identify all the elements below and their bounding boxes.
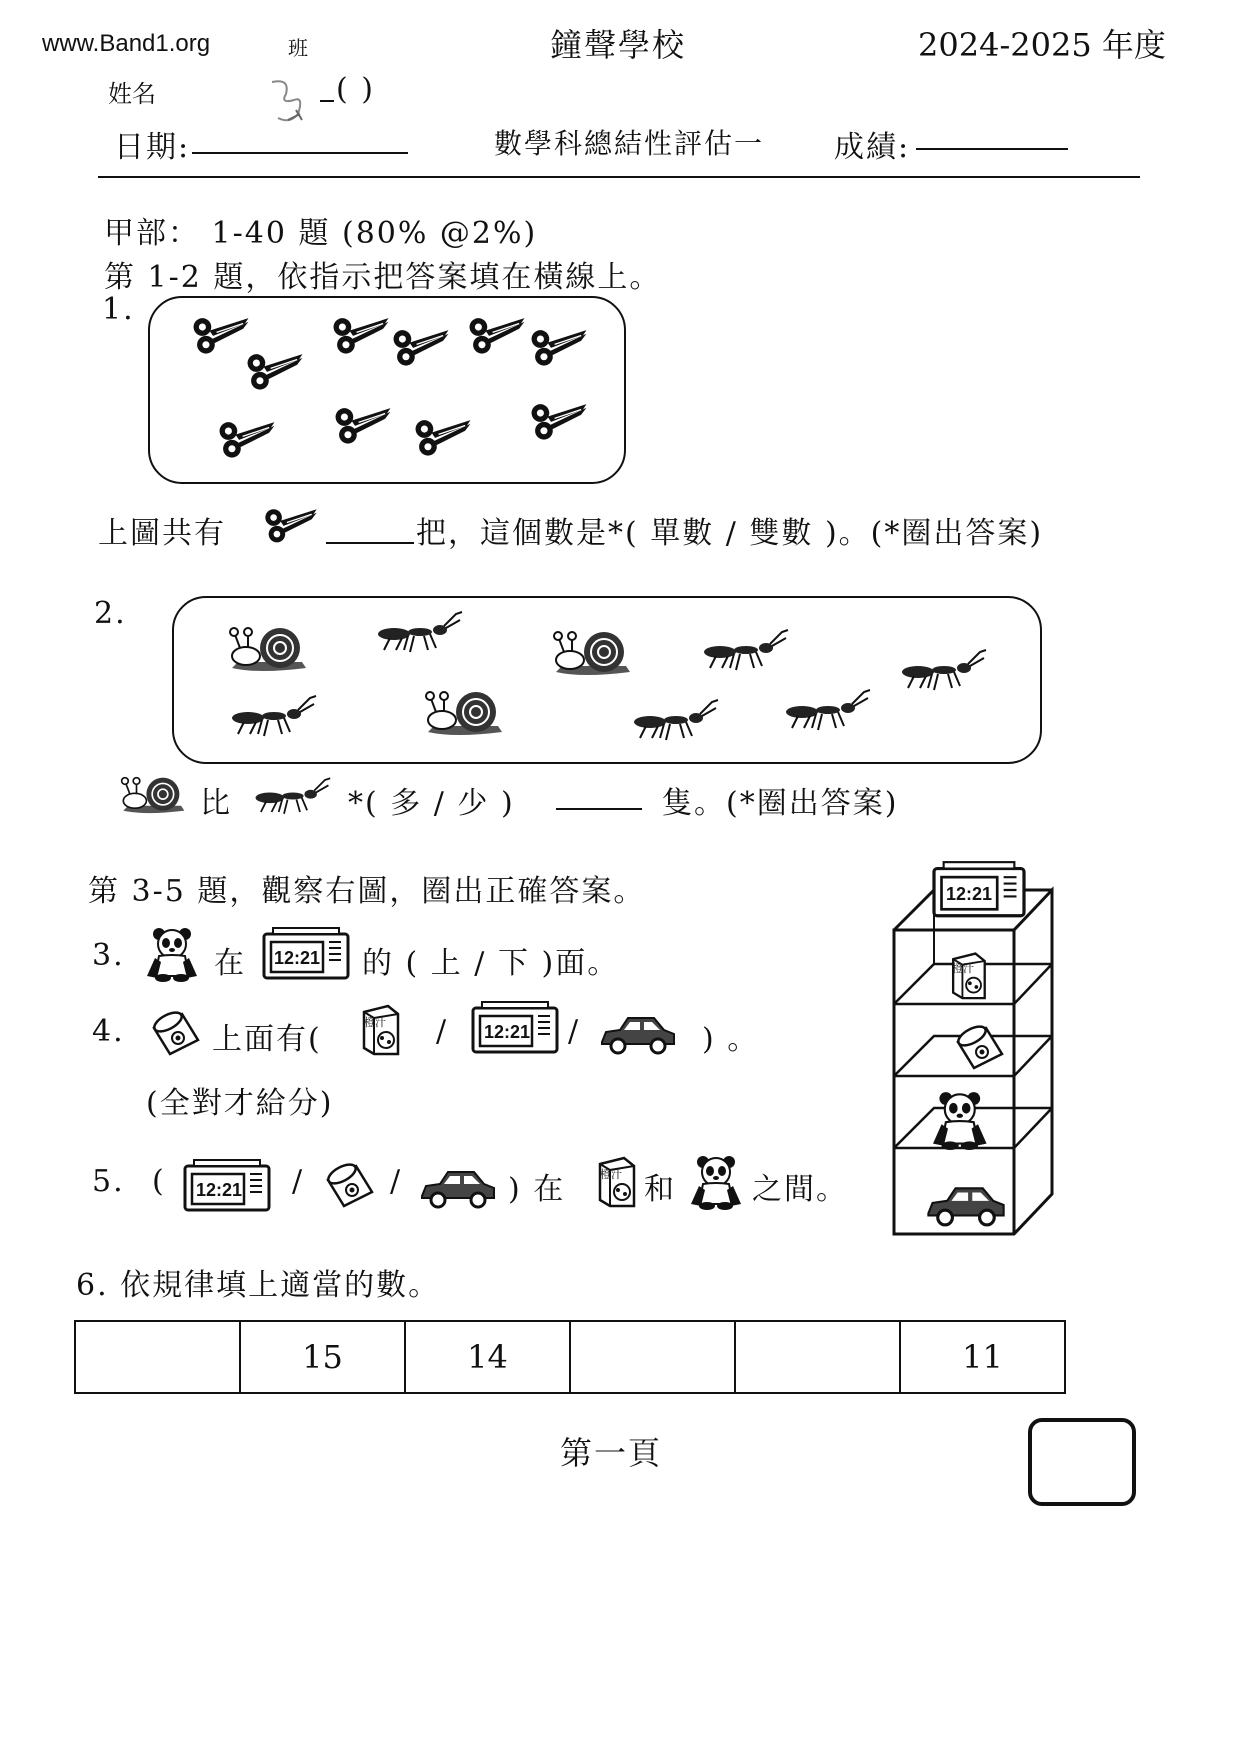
car-icon xyxy=(924,1182,1008,1228)
header-divider xyxy=(98,176,1140,178)
q3-in: 在 xyxy=(214,946,246,981)
scissors-icon xyxy=(262,504,320,546)
q35-instruction: 第 3-5 題，觀察右圖，圈出正確答案。 xyxy=(88,874,646,909)
microwave-icon xyxy=(928,860,1030,920)
cup-icon xyxy=(148,1010,204,1060)
q5-between: 之間。 xyxy=(752,1172,848,1207)
q2-text-unit: 隻。(*圈出答案) xyxy=(662,786,899,821)
q4-number: 4. xyxy=(92,1014,125,1049)
date-field[interactable] xyxy=(192,152,408,154)
class-label: 班 xyxy=(288,36,308,60)
scissors-icon xyxy=(412,414,474,460)
car-icon xyxy=(598,1012,678,1056)
q4-text: 上面有( xyxy=(212,1022,322,1057)
juice-text: 橙汁 xyxy=(952,962,974,975)
q5-open: ( xyxy=(152,1164,166,1199)
q5-slash-1: / xyxy=(292,1164,305,1199)
scissors-icon xyxy=(528,324,590,370)
website-label: www.Band1.org xyxy=(42,30,211,57)
clock-text: 12:21 xyxy=(196,1180,243,1200)
q5-slash-2: / xyxy=(390,1164,403,1199)
juice-text: 橙汁 xyxy=(600,1168,622,1181)
q3-number: 3. xyxy=(92,938,125,973)
q4-close: ) 。 xyxy=(702,1022,760,1057)
name-underline xyxy=(320,100,334,102)
ant-icon xyxy=(228,694,318,738)
cup-icon xyxy=(322,1162,378,1212)
q1-picture-box xyxy=(148,296,626,484)
clock-text: 12:21 xyxy=(946,884,993,904)
q2-text-compare: 比 xyxy=(200,786,232,821)
cup-icon xyxy=(952,1024,1008,1074)
clock-text: 12:21 xyxy=(484,1022,531,1042)
scissors-icon xyxy=(528,398,590,444)
microwave-icon xyxy=(470,1000,560,1056)
ant-icon xyxy=(782,688,872,732)
scissors-icon xyxy=(190,312,252,358)
name-label: 姓名 xyxy=(108,80,156,108)
q6-label: 6. 依規律填上適當的數。 xyxy=(76,1268,441,1303)
section-title: 甲部： 1-40 題 (80% @2%) xyxy=(104,216,538,251)
ant-icon xyxy=(252,776,332,816)
exam-title: 數學科總結性評估一 xyxy=(494,127,765,160)
panda-icon xyxy=(688,1154,750,1210)
school-name: 鐘聲學校 xyxy=(550,26,687,64)
q4-slash-2: / xyxy=(568,1014,581,1049)
sequence-cell: 14 xyxy=(405,1321,570,1393)
q1-answer-field[interactable] xyxy=(326,542,414,544)
date-label: 日期: xyxy=(114,130,191,165)
q12-instruction: 第 1-2 題，依指示把答案填在橫線上。 xyxy=(104,260,662,295)
number-sequence-table xyxy=(74,1320,1066,1394)
q2-choice: *( 多 / 少 ) xyxy=(348,786,515,821)
ant-icon xyxy=(374,610,464,654)
snail-icon xyxy=(120,774,186,816)
q5-close: ) 在 xyxy=(508,1172,566,1207)
q2-picture-box xyxy=(172,596,1042,764)
snail-icon xyxy=(552,628,632,678)
clock-text: 12:21 xyxy=(274,948,321,968)
sequence-cell[interactable] xyxy=(570,1321,735,1393)
score-label: 成績: xyxy=(834,130,911,165)
ant-icon xyxy=(630,698,720,742)
page-score-box[interactable] xyxy=(1028,1418,1136,1506)
q4-note: (全對才給分) xyxy=(146,1086,334,1121)
juice-icon xyxy=(594,1152,638,1208)
shelf-diagram xyxy=(890,864,1056,1238)
ant-icon xyxy=(898,648,988,692)
snail-icon xyxy=(228,624,308,674)
page-number: 第一頁 xyxy=(560,1434,663,1472)
microwave-icon xyxy=(260,926,352,982)
score-field[interactable] xyxy=(916,148,1068,150)
sequence-cell: 11 xyxy=(900,1321,1065,1393)
q1-text-after: 把，這個數是*( 單數 / 雙數 )。(*圈出答案) xyxy=(416,516,1044,551)
scissors-icon xyxy=(330,312,392,358)
car-icon xyxy=(418,1166,498,1210)
juice-text: 橙汁 xyxy=(364,1016,386,1029)
scissors-icon xyxy=(390,324,452,370)
snail-icon xyxy=(424,688,504,738)
sequence-cell[interactable] xyxy=(75,1321,240,1393)
q1-text-before: 上圖共有 xyxy=(98,516,226,551)
scissors-icon xyxy=(466,312,528,358)
student-signature xyxy=(260,74,320,134)
school-year: 2024-2025 年度 xyxy=(918,26,1166,64)
sequence-cell: 15 xyxy=(240,1321,405,1393)
q4-slash-1: / xyxy=(436,1014,449,1049)
q1-number: 1. xyxy=(102,292,135,327)
panda-icon xyxy=(930,1090,996,1150)
q2-answer-field[interactable] xyxy=(556,808,642,810)
scissors-icon xyxy=(244,348,306,394)
q2-number: 2. xyxy=(94,596,127,631)
q5-number: 5. xyxy=(92,1164,125,1199)
scissors-icon xyxy=(332,402,394,448)
class-number-brackets: ( ) xyxy=(336,72,375,107)
panda-icon xyxy=(144,926,206,982)
microwave-icon xyxy=(182,1158,272,1214)
q5-and: 和 xyxy=(644,1172,676,1207)
juice-icon xyxy=(946,948,990,1000)
scissors-icon xyxy=(216,416,278,462)
juice-icon xyxy=(358,1000,402,1056)
q3-choice: 的 ( 上 / 下 )面。 xyxy=(362,946,620,981)
sequence-cell[interactable] xyxy=(735,1321,900,1393)
ant-icon xyxy=(700,628,790,672)
